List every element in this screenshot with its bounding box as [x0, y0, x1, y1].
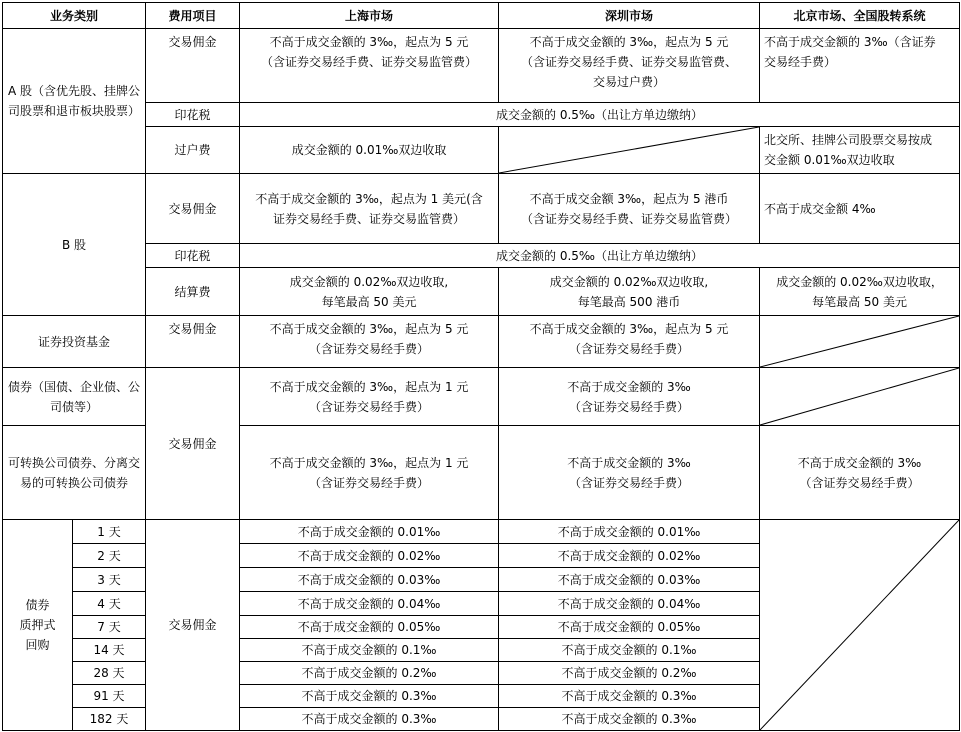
repo-sh: 不高于成交金额的 0.2‰ — [240, 662, 499, 685]
bond-row — [3, 368, 960, 426]
a-share-commission-sh — [240, 29, 499, 103]
bond-bj-empty — [760, 368, 960, 426]
header-beijing: 北京市场、全国股转系统 — [760, 3, 960, 29]
text-line: 不高于成交金额的 3‰ — [567, 379, 691, 394]
text-line: 北交所、挂牌公司股票交易按成 — [764, 133, 933, 147]
text-line: （含证券交易经手费） — [569, 475, 690, 490]
text-line: 不高于成交金额 3‰，起点为 5 港币 — [529, 191, 729, 206]
text-line: 不高于成交金额的 3‰，起点为 5 元 — [529, 35, 729, 49]
convertible-bj — [760, 426, 960, 520]
b-share-commission-sz — [499, 174, 760, 244]
diagonal-line — [760, 368, 959, 425]
repo-sz: 不高于成交金额的 0.3‰ — [499, 685, 760, 708]
repo-sh: 不高于成交金额的 0.03‰ — [240, 568, 499, 592]
a-share-category: A 股（含优先股、挂牌公司股票和退市板块股票） — [3, 29, 146, 174]
repo-sz: 不高于成交金额的 0.03‰ — [499, 568, 760, 592]
text-line: 交易经手费） — [764, 55, 837, 69]
b-share-commission-item: 交易佣金 — [146, 174, 240, 244]
text-line: 成交金额的 0.02‰双边收取, — [289, 274, 449, 289]
repo-bj-empty — [760, 520, 960, 731]
diagonal-line — [760, 520, 959, 730]
b-share-settlement-sh — [240, 268, 499, 316]
fund-row — [3, 316, 960, 368]
header-category: 业务类别 — [3, 3, 146, 29]
text-line: 不高于成交金额的 3‰ — [797, 455, 922, 470]
text-line: 不高于成交金额的 3‰，起点为 1 元 — [269, 455, 469, 470]
text-line: 每笔最高 500 港币 — [577, 294, 681, 309]
b-share-commission-bj: 不高于成交金额 4‰ — [760, 174, 960, 244]
fund-sz — [499, 316, 760, 368]
repo-sz: 不高于成交金额的 0.05‰ — [499, 616, 760, 639]
a-share-stamp-item: 印花税 — [146, 103, 240, 127]
repo-sz: 不高于成交金额的 0.01‰ — [499, 520, 760, 544]
repo-sh: 不高于成交金额的 0.3‰ — [240, 685, 499, 708]
text-line: 回购 — [25, 638, 50, 652]
b-share-settlement-row — [3, 268, 960, 316]
text-line: 每笔最高 50 美元 — [321, 294, 417, 309]
text-line: （含证券交易经手费、证券交易监管费） — [521, 211, 738, 226]
b-share-settlement-bj — [760, 268, 960, 316]
a-share-transfer-row — [3, 127, 960, 174]
convertible-category: 可转换公司债券、分离交易的可转换公司债券 — [3, 426, 146, 520]
repo-sz: 不高于成交金额的 0.3‰ — [499, 708, 760, 731]
a-share-stamp-row — [3, 103, 960, 127]
text-line: 不高于成交金额的 3‰，起点为 5 元 — [269, 322, 469, 336]
fund-sh — [240, 316, 499, 368]
repo-term: 14 天 — [73, 639, 146, 662]
text-line: （含证券交易经手费） — [799, 475, 920, 490]
a-share-commission-row — [3, 29, 960, 103]
text-line: （含证券交易经手费） — [569, 342, 690, 356]
repo-sz: 不高于成交金额的 0.04‰ — [499, 592, 760, 616]
fund-bj-empty — [760, 316, 960, 368]
diagonal-line — [499, 127, 759, 173]
text-line: （含证券交易经手费） — [309, 399, 430, 414]
repo-term: 4 天 — [73, 592, 146, 616]
a-share-transfer-sh: 成交金额的 0.01‰双边收取 — [240, 127, 499, 174]
text-line: 不高于成交金额的 3‰（含证券 — [764, 35, 936, 49]
repo-sz: 不高于成交金额的 0.1‰ — [499, 639, 760, 662]
repo-sz: 不高于成交金额的 0.2‰ — [499, 662, 760, 685]
text-line: （含证券交易经手费） — [309, 475, 430, 490]
text-line: 不高于成交金额的 3‰，起点为 1 美元(含 — [255, 191, 483, 206]
repo-term: 7 天 — [73, 616, 146, 639]
text-line: 不高于成交金额的 3‰，起点为 5 元 — [529, 322, 729, 336]
text-line: 不高于成交金额的 3‰，起点为 1 元 — [269, 379, 469, 394]
repo-sh: 不高于成交金额的 0.3‰ — [240, 708, 499, 731]
b-share-settlement-sz — [499, 268, 760, 316]
text-line: （含证券交易经手费、证券交易监管费） — [261, 55, 478, 69]
header-fee-item: 费用项目 — [146, 3, 240, 29]
fund-category: 证券投资基金 — [3, 316, 146, 368]
header-row — [3, 3, 960, 29]
bond-sz — [499, 368, 760, 426]
text-line: 不高于成交金额的 3‰，起点为 5 元 — [269, 35, 469, 49]
text-line: 成交金额的 0.02‰双边收取, — [549, 274, 709, 289]
a-share-transfer-bj — [760, 127, 960, 174]
repo-commission-item: 交易佣金 — [146, 520, 240, 731]
text-line: 交易过户费） — [593, 75, 666, 89]
header-shenzhen: 深圳市场 — [499, 3, 760, 29]
text-line: 不高于成交金额的 3‰ — [567, 455, 691, 470]
a-share-commission-sz — [499, 29, 760, 103]
b-share-settlement-item: 结算费 — [146, 268, 240, 316]
header-shanghai: 上海市场 — [240, 3, 499, 29]
bond-sh — [240, 368, 499, 426]
text-line: 交金额 0.01‰双边收取 — [764, 153, 895, 167]
text-line: 每笔最高 50 美元 — [812, 294, 907, 309]
text-line: （含证券交易经手费、证券交易监管费、 — [521, 55, 738, 69]
text-line: 成交金额的 0.02‰双边收取， — [776, 274, 943, 289]
repo-sz: 不高于成交金额的 0.02‰ — [499, 544, 760, 568]
text-line: 质押式 — [19, 618, 56, 632]
a-share-transfer-sz-empty — [499, 127, 760, 174]
b-share-stamp-row — [3, 244, 960, 268]
convertible-sz — [499, 426, 760, 520]
convertible-sh — [240, 426, 499, 520]
repo-term: 2 天 — [73, 544, 146, 568]
text-line: （含证券交易经手费） — [569, 399, 690, 414]
repo-sh: 不高于成交金额的 0.01‰ — [240, 520, 499, 544]
repo-term: 3 天 — [73, 568, 146, 592]
b-share-commission-row — [3, 174, 960, 244]
fund-item: 交易佣金 — [146, 316, 240, 368]
bond-category: 债券（国债、企业债、公司债等） — [3, 368, 146, 426]
b-share-stamp-text: 成交金额的 0.5‰（出让方单边缴纳） — [240, 244, 960, 268]
repo-term: 1 天 — [73, 520, 146, 544]
b-share-commission-sh — [240, 174, 499, 244]
a-share-transfer-item: 过户费 — [146, 127, 240, 174]
repo-row — [3, 520, 960, 544]
repo-category — [3, 520, 73, 731]
a-share-commission-bj — [760, 29, 960, 103]
repo-sh: 不高于成交金额的 0.04‰ — [240, 592, 499, 616]
diagonal-line — [760, 316, 959, 367]
repo-term: 28 天 — [73, 662, 146, 685]
fee-schedule-table — [2, 2, 960, 731]
b-share-category: B 股 — [3, 174, 146, 316]
text-line: 债券 — [25, 598, 50, 612]
repo-sh: 不高于成交金额的 0.02‰ — [240, 544, 499, 568]
a-share-commission-item: 交易佣金 — [146, 29, 240, 103]
repo-term: 182 天 — [73, 708, 146, 731]
repo-sh: 不高于成交金额的 0.05‰ — [240, 616, 499, 639]
repo-sh: 不高于成交金额的 0.1‰ — [240, 639, 499, 662]
b-share-stamp-item: 印花税 — [146, 244, 240, 268]
a-share-stamp-text: 成交金额的 0.5‰（出让方单边缴纳） — [240, 103, 960, 127]
text-line: 证券交易经手费、证券交易监管费） — [273, 211, 466, 226]
repo-term: 91 天 — [73, 685, 146, 708]
text-line: （含证券交易经手费） — [309, 342, 430, 356]
bond-commission-item: 交易佣金 — [146, 368, 240, 520]
